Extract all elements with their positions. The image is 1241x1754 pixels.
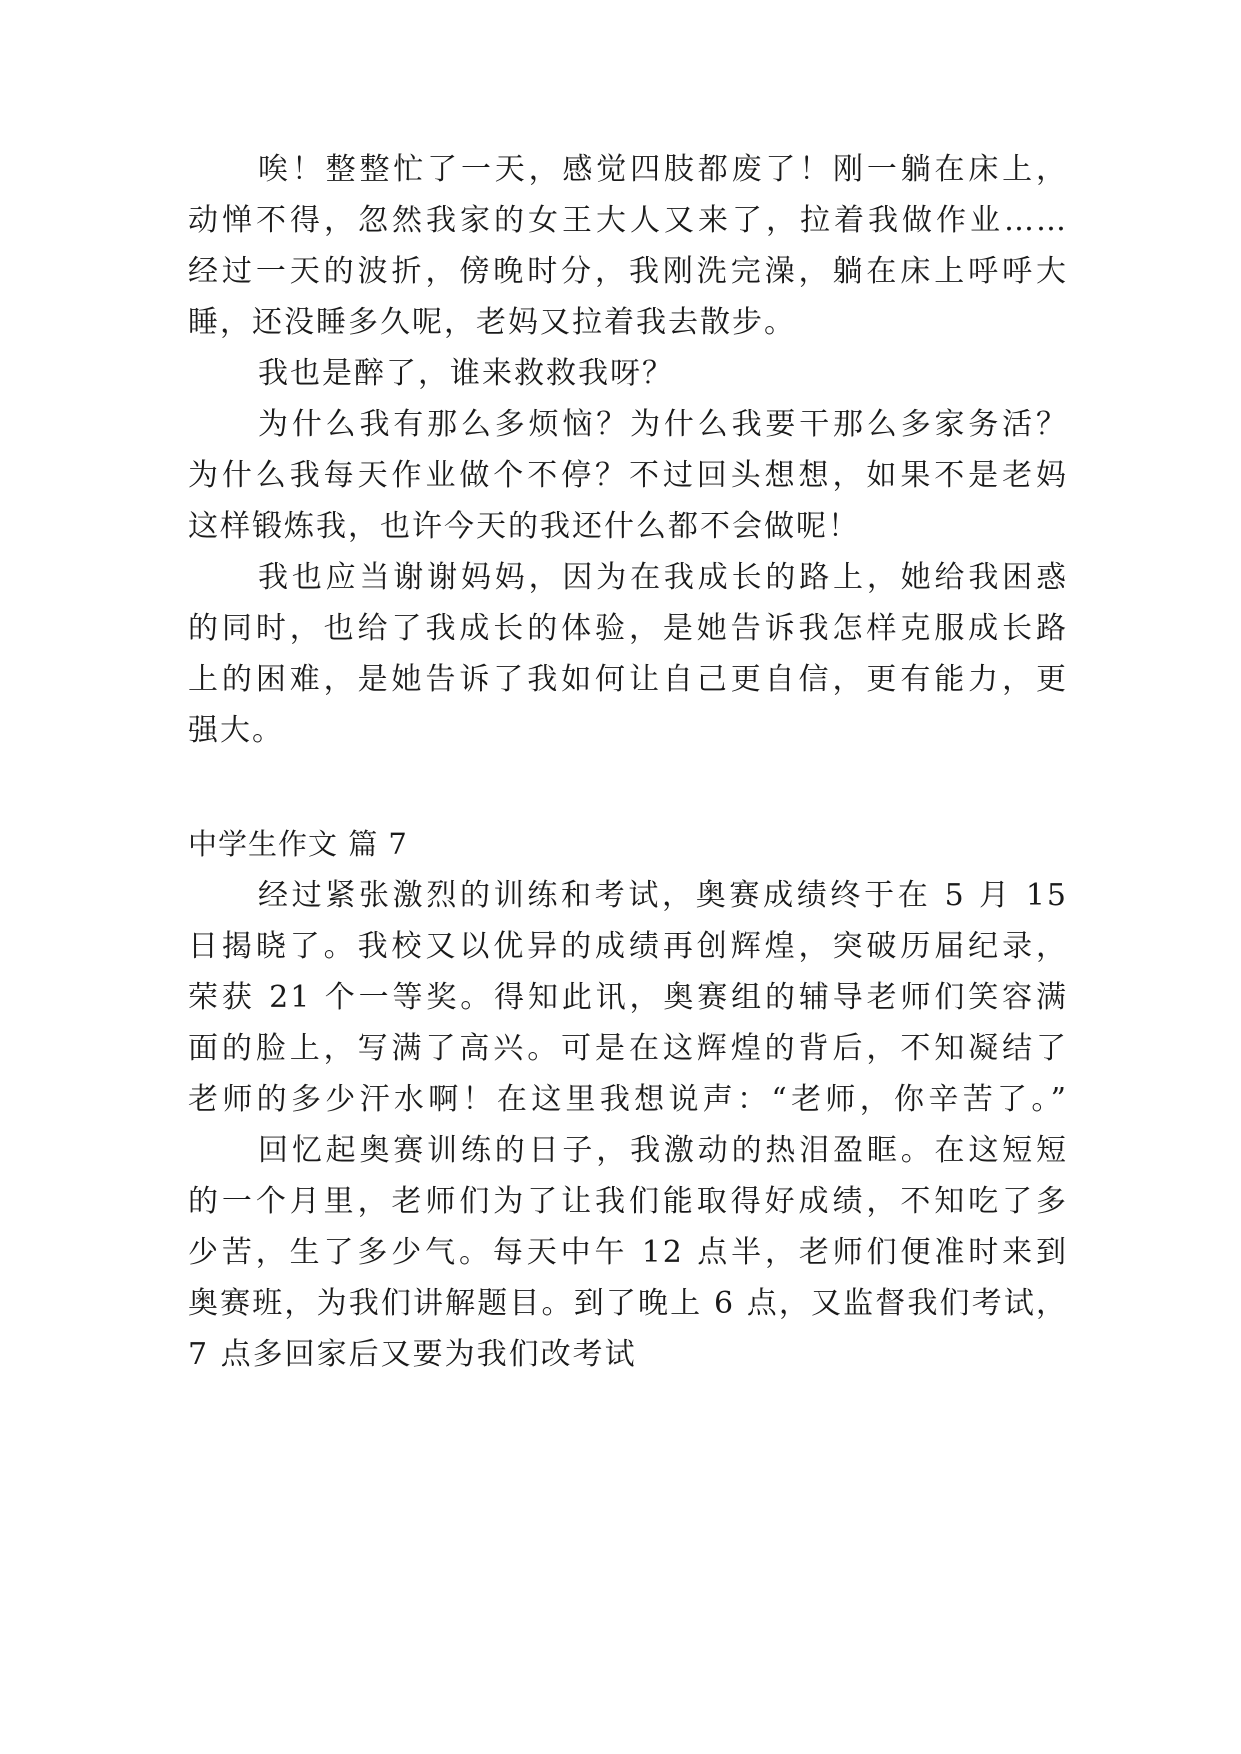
paragraph-line: 经过一天的波折，傍晚时分，我刚洗完澡，躺在床上呼呼大 bbox=[188, 254, 1068, 289]
paragraph-line: 奥赛班，为我们讲解题目。到了晚上 6 点，又监督我们考试， bbox=[188, 1286, 1068, 1321]
paragraph-line: 回忆起奥赛训练的日子，我激动的热泪盈眶。在这短短 bbox=[258, 1133, 1068, 1168]
paragraph-line: 强大。 bbox=[188, 713, 284, 748]
paragraph-line: 面的脸上，写满了高兴。可是在这辉煌的背后，不知凝结了 bbox=[188, 1031, 1068, 1066]
paragraph-line: 我也应当谢谢妈妈，因为在我成长的路上，她给我困惑 bbox=[258, 560, 1068, 595]
paragraph-line: 日揭晓了。我校又以优异的成绩再创辉煌，突破历届纪录， bbox=[188, 929, 1068, 964]
paragraph-line: 为什么我每天作业做个不停？不过回头想想，如果不是老妈 bbox=[188, 458, 1068, 493]
paragraph-line: 荣获 21 个一等奖。得知此讯，奥赛组的辅导老师们笑容满 bbox=[188, 980, 1068, 1015]
paragraph-line: 上的困难，是她告诉了我如何让自己更自信，更有能力，更 bbox=[188, 662, 1068, 697]
paragraph-line: 唉！整整忙了一天，感觉四肢都废了！刚一躺在床上， bbox=[258, 152, 1068, 187]
paragraph-line: 经过紧张激烈的训练和考试，奥赛成绩终于在 5 月 15 bbox=[258, 878, 1068, 913]
paragraph-line: 的同时，也给了我成长的体验，是她告诉我怎样克服成长路 bbox=[188, 611, 1068, 646]
paragraph-line: 动惮不得，忽然我家的女王大人又来了，拉着我做作业…… bbox=[188, 203, 1068, 238]
paragraph-line: 我也是醉了，谁来救救我呀？ bbox=[258, 356, 674, 391]
paragraph-line: 7 点多回家后又要为我们改考试 bbox=[188, 1337, 637, 1372]
paragraph-line: 老师的多少汗水啊！在这里我想说声：“老师，你辛苦了。” bbox=[188, 1082, 1068, 1117]
paragraph-line: 的一个月里，老师们为了让我们能取得好成绩，不知吃了多 bbox=[188, 1184, 1068, 1219]
paragraph-line: 少苦，生了多少气。每天中午 12 点半，老师们便准时来到 bbox=[188, 1235, 1068, 1270]
paragraph-line: 这样锻炼我，也许今天的我还什么都不会做呢！ bbox=[188, 509, 860, 544]
section-heading: 中学生作文 篇 7 bbox=[188, 827, 408, 861]
paragraph-line: 为什么我有那么多烦恼？为什么我要干那么多家务活？ bbox=[258, 407, 1068, 442]
paragraph-line: 睡，还没睡多久呢，老妈又拉着我去散步。 bbox=[188, 305, 796, 340]
